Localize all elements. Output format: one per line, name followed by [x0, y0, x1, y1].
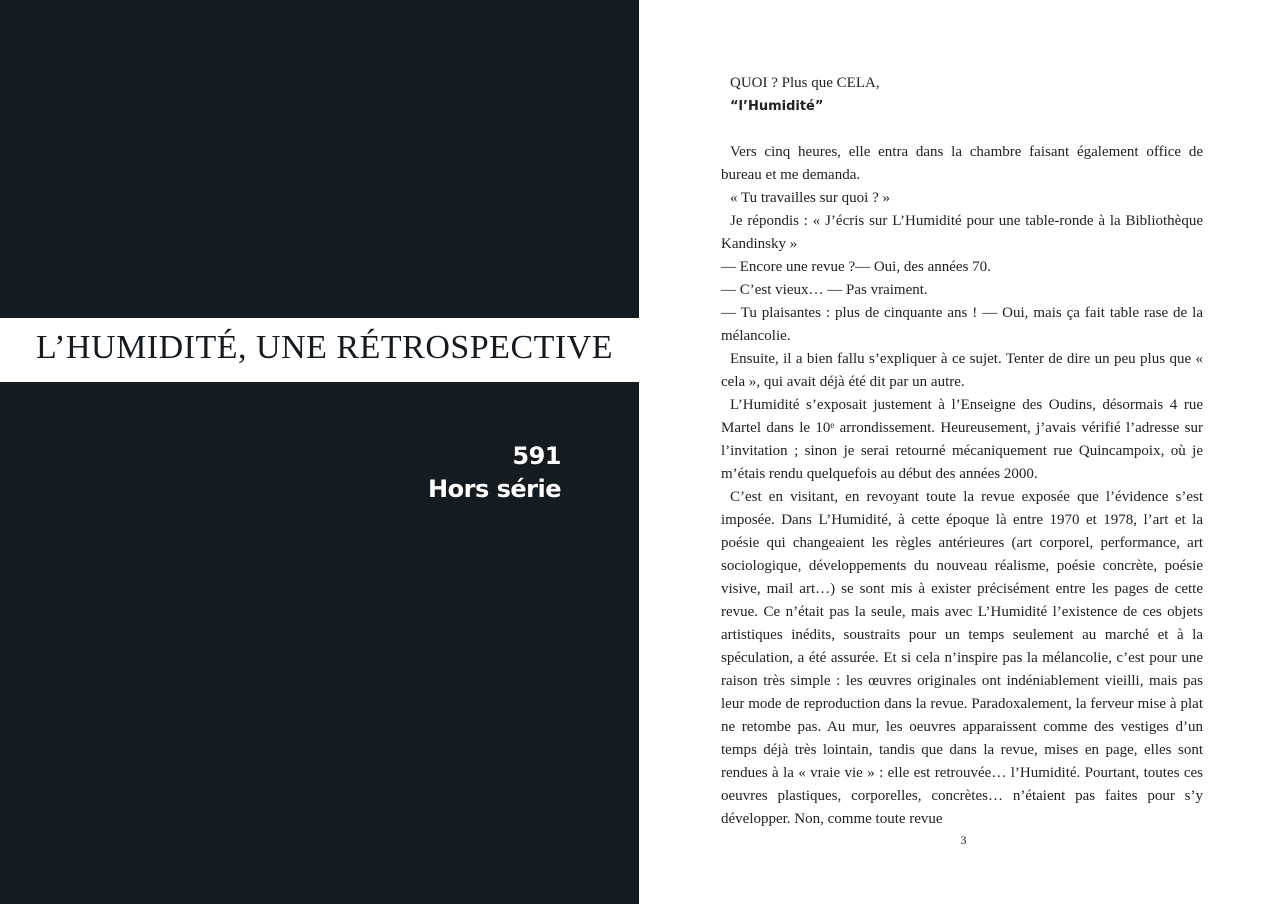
spacer [721, 118, 1203, 141]
paragraph: — Tu plaisantes : plus de cinquante ans ! — Oui, mais ça fait table rase de la mélancolie. [721, 305, 1203, 344]
paragraph: — Encore une revue ?— Oui, des années 70. [721, 259, 991, 275]
text-page [639, 0, 1278, 904]
paragraph: « Tu travailles sur quoi ? » [730, 190, 890, 206]
paragraph: Je répondis : « J’écris sur L’Humidité pour une table-ronde à la Bibliothèque Kandinsky » [721, 213, 1203, 252]
issue-number: 591 [512, 442, 561, 470]
issue-block [428, 440, 561, 506]
paragraph: C’est en visitant, en revoyant toute la revue exposée que l’évidence s’est imposée. Dans L’Humidité, à cette époque là entre 1970 et 1978, l’art et la poésie qui changeaient les règles antérieures (art corporel, performance, art sociologique, développements du nouveau réalisme, poésie concrète, poésie visive, mail art…) se sont mis à exister précisément entre les pages de cette revue. Ce n’était pas la seule, mais avec L’Humidité l’existence de ces objets artistiques inédits, soustraits pour un temps seulement au marché et à la spéculation, a été assurée. Et si cela n’inspire pas la mélancolie, c’est pour une raison très simple : les œuvres originales ont indéniablement vieilli, mais pas leur mode de reproduction dans la revue. Paradoxalement, la ferveur mise à plat ne retombe pas. Au mur, les oeuvres apparaissent comme des vestiges d’un temps déjà très lointain, tandis que dans la revue, mises en page, elles sont rendues à la « vraie vie » : elle est retrouvée… l’Humidité. Pourtant, toutes ces oeuvres plastiques, corporelles, concrètes… n’étaient pas faites pour s’y développer. Non, comme toute revue [721, 489, 1203, 827]
paragraph: — C’est vieux… — Pas vraiment. [721, 282, 928, 298]
paragraph: L’Humidité s’exposait justement à l’Enseigne des Oudins, désormais 4 rue Martel dans le 10ᵉ arrondissement. Heureusement, j’avais vérifié l’adresse sur l’invitation ; sinon je serai retourné mécaniquement rue Quincampoix, où je m’étais rendu quelquefois au début des années 2000. [721, 397, 1203, 482]
book-title: L’HUMIDITÉ, UNE RÉTROSPECTIVE [36, 329, 614, 366]
paragraph: Ensuite, il a bien fallu s’expliquer à ce sujet. Tenter de dire un peu plus que « cela », qui avait déjà été dit par un autre. [721, 351, 1203, 390]
issue-label: Hors série [428, 475, 561, 503]
text-column [721, 72, 1203, 831]
paragraph: Vers cinq heures, elle entra dans la chambre faisant également office de bureau et me demanda. [721, 144, 1203, 183]
section-heading: QUOI ? Plus que CELA, [730, 75, 880, 91]
section-subheading: “l’Humidité” [730, 99, 824, 114]
page-number: 3 [960, 833, 967, 847]
